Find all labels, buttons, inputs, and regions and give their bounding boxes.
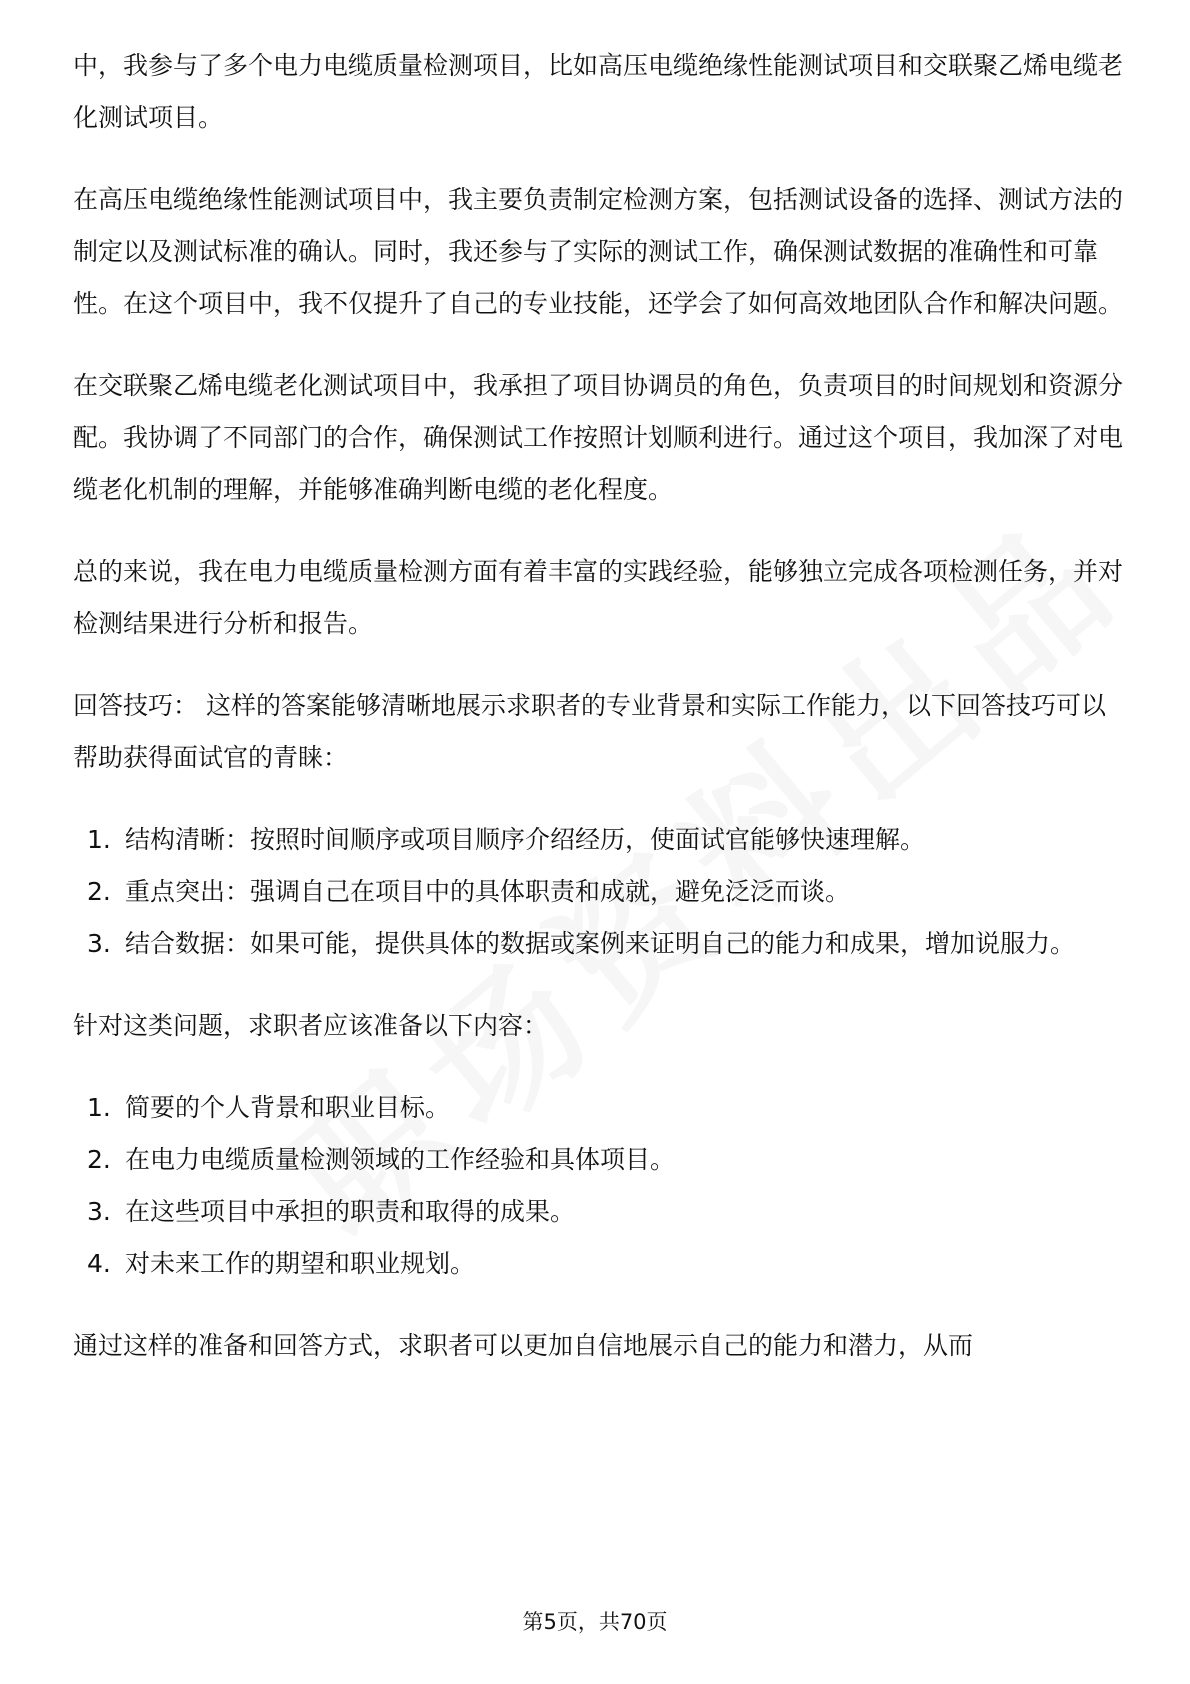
list-item (73, 1238, 1123, 1290)
list-item-text: 在这些项目中承担的职责和取得的成果。 (125, 1197, 576, 1226)
paragraph-preparation: 针对这类问题，求职者应该准备以下内容： (73, 1011, 549, 1040)
list-item-text: 重点突出：强调自己在项目中的具体职责和成就，避免泛泛而谈。 (125, 877, 851, 906)
list-item-text: 结合数据：如果可能，提供具体的数据或案例来证明自己的能力和成果，增加说服力。 (125, 929, 1076, 958)
list-number: 2. (87, 1145, 111, 1174)
paragraph-aging-project: 在交联聚乙烯电缆老化测试项目中，我承担了项目协调员的角色，负责项目的时间规划和资源分配。我协调了不同部门的合作，确保测试工作按照计划顺利进行。通过这个项目，我加深了对电缆老化机制的理解，并能够准确判断电缆的老化程度。 (73, 371, 1124, 504)
list-number: 2. (87, 877, 111, 906)
list-number: 1. (87, 825, 111, 854)
list-item-text: 简要的个人背景和职业目标。 (125, 1093, 451, 1122)
paragraph-summary: 总的来说，我在电力电缆质量检测方面有着丰富的实践经验，能够独立完成各项检测任务，并对检测结果进行分析和报告。 (73, 557, 1124, 638)
list-item (73, 866, 1123, 918)
list-number: 1. (87, 1093, 111, 1122)
list-item (73, 1134, 1123, 1186)
tips-list (73, 814, 1123, 970)
list-item (73, 814, 1123, 866)
list-item-text: 在电力电缆质量检测领域的工作经验和具体项目。 (125, 1145, 676, 1174)
document-body (73, 40, 1123, 1402)
page-number-footer: 第5页，共70页 (522, 1610, 668, 1634)
list-item (73, 1186, 1123, 1238)
list-item-text: 对未来工作的期望和职业规划。 (125, 1249, 476, 1278)
list-item (73, 1082, 1123, 1134)
list-number: 3. (87, 1197, 111, 1226)
paragraph-answer-tips: 回答技巧： 这样的答案能够清晰地展示求职者的专业背景和实际工作能力，以下回答技巧可以帮助获得面试官的青睐： (73, 691, 1106, 772)
paragraph-intro-continued: 中，我参与了多个电力电缆质量检测项目，比如高压电缆绝缘性能测试项目和交联聚乙烯电缆老化测试项目。 (73, 51, 1124, 132)
paragraph-conclusion: 通过这样的准备和回答方式，求职者可以更加自信地展示自己的能力和潜力，从而 (73, 1331, 974, 1360)
list-item-text: 结构清晰：按照时间顺序或项目顺序介绍经历，使面试官能够快速理解。 (125, 825, 926, 854)
list-number: 3. (87, 929, 111, 958)
preparation-list (73, 1082, 1123, 1290)
list-number: 4. (87, 1249, 111, 1278)
list-item (73, 918, 1123, 970)
paragraph-insulation-project: 在高压电缆绝缘性能测试项目中，我主要负责制定检测方案，包括测试设备的选择、测试方法的制定以及测试标准的确认。同时，我还参与了实际的测试工作，确保测试数据的准确性和可靠性。在这个项目中，我不仅提升了自己的专业技能，还学会了如何高效地团队合作和解决问题。 (73, 185, 1124, 318)
